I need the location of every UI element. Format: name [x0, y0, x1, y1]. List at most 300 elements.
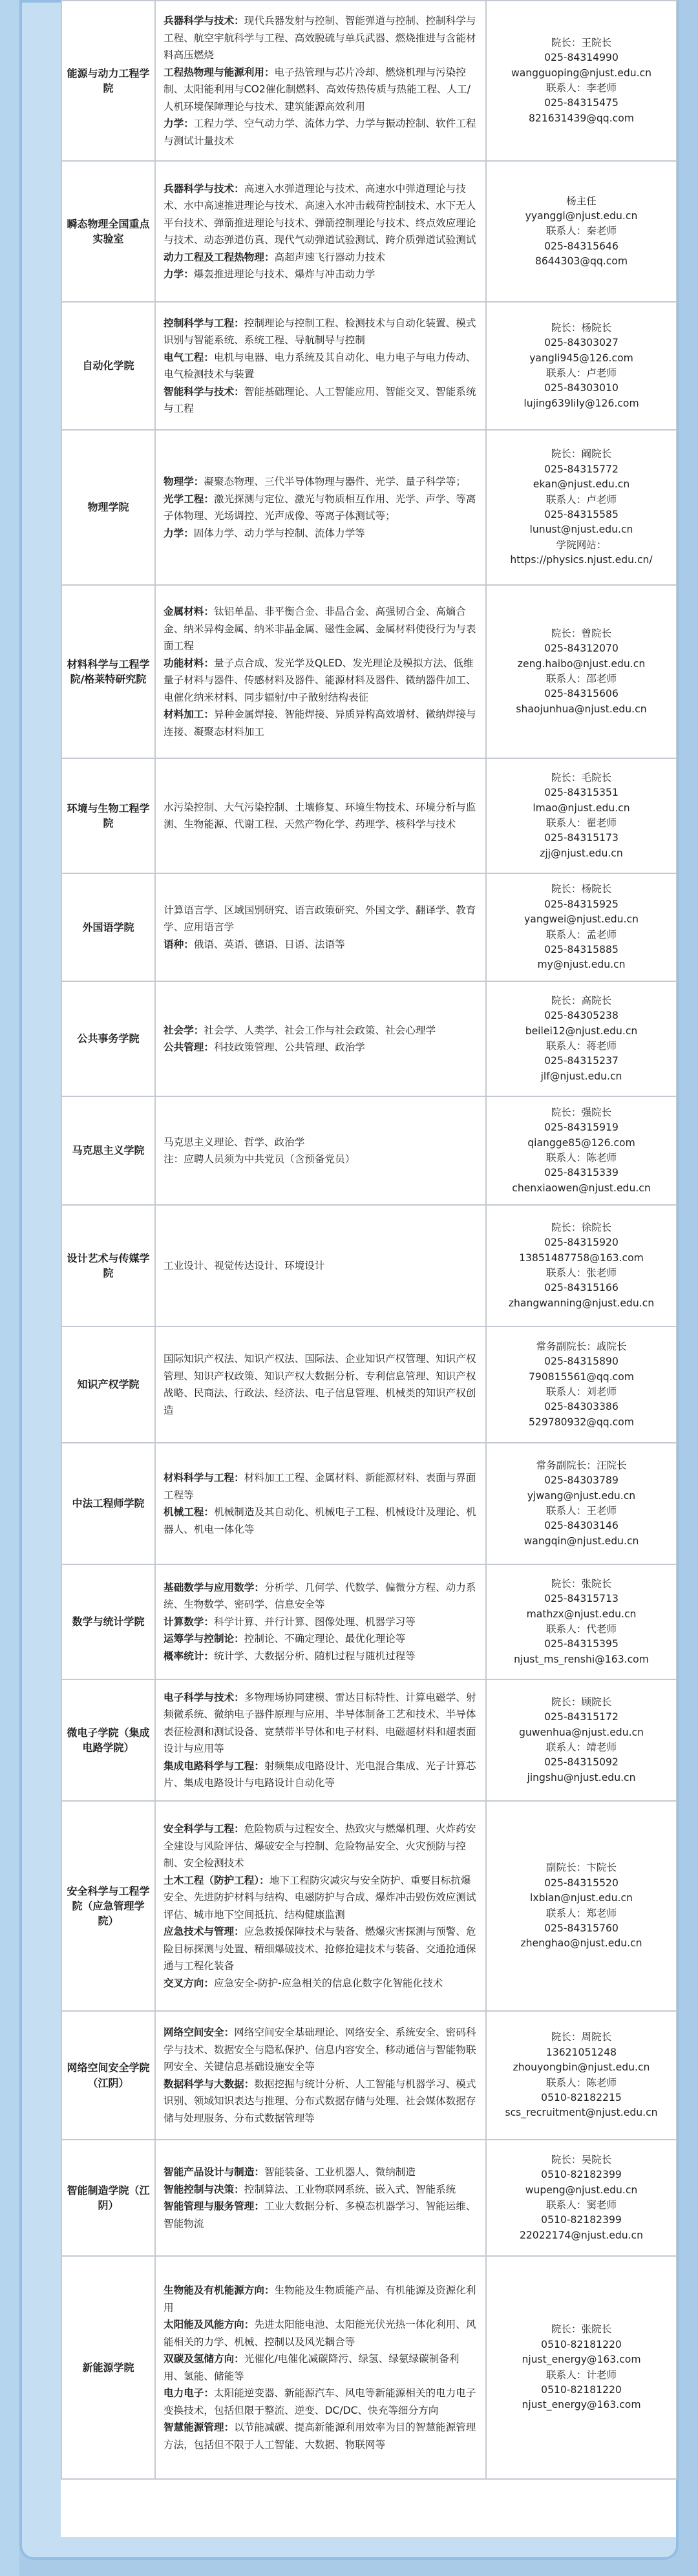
contact-info: [486, 585, 677, 758]
discipline-label: 双碳及氢储方向：: [164, 2353, 244, 2365]
discipline-label: 基础数学与应用数学：: [164, 1581, 264, 1593]
discipline-label: 智能管理与服务管理：: [164, 2200, 264, 2212]
discipline-label: 智能控制与决策：: [164, 2183, 244, 2195]
discipline-label: 电子科学与技术：: [164, 1691, 244, 1703]
research-paragraph: [164, 383, 479, 418]
left-page-margin: [0, 0, 19, 2576]
discipline-label: 太阳能及风能方向：: [164, 2319, 255, 2330]
contact-line: 联系人：陈老师: [545, 1152, 617, 1164]
contact-info: [486, 873, 677, 981]
research-text: 电子热管理与芯片冷却、燃烧机理与污染控制、太阳能利用与CO2催化制燃料、高效传热传质与热能工程、人工/人机环境保障理论与技术、建筑能源高效利用: [164, 66, 471, 112]
contact-line: 联系人：卢老师: [545, 367, 617, 379]
research-text: 量子点合成、发光学及QLED、发光理论及模拟方法、低维量子材料与器件、传感材料及器件、能源材料及器件、微纳器件加工、电催化纳米材料、同步辐射/中子散射结构表征: [164, 657, 476, 703]
research-areas: [155, 1, 486, 161]
contact-line: 院长：杨院长: [551, 883, 612, 895]
research-paragraph: [164, 936, 479, 953]
contact-line: 025-84315713: [544, 1593, 619, 1605]
contact-info: [486, 981, 677, 1096]
contact-link[interactable]: zjj@njust.edu.cn: [540, 847, 623, 859]
research-text: 射频集成电路设计、光电混合集成、光子计算芯片、集成电路设计与电路设计自动化等: [164, 1760, 476, 1789]
contact-line: 025-84315166: [544, 1282, 619, 1294]
table-row: [61, 302, 677, 430]
contact-line: 025-84314990: [544, 52, 619, 64]
research-paragraph: [164, 1039, 479, 1056]
contact-link[interactable]: scs_recruitment@njust.edu.cn: [505, 2107, 658, 2119]
table-row: [61, 430, 677, 585]
contact-link[interactable]: 790815561@qq.com: [529, 1370, 634, 1383]
research-areas: [155, 873, 486, 981]
discipline-label: 材料加工：: [164, 708, 214, 720]
contact-link[interactable]: zeng.haibo@njust.edu.cn: [517, 657, 646, 670]
research-text: 分析学、几何学、代数学、偏微分方程、动力系统、生物数学、密码学、信息安全等: [164, 1581, 476, 1611]
research-text: 高超声速飞行器动力技术: [274, 251, 386, 263]
contact-line: 联系人：计老师: [545, 2368, 617, 2381]
contact-line: 联系人：靖老师: [545, 1741, 617, 1753]
school-name: 数学与统计学院: [61, 1564, 155, 1679]
contact-line: 025-84315475: [544, 97, 619, 109]
research-text: 社会学、人类学、社会工作与社会政策、社会心理学: [204, 1024, 436, 1036]
contact-link[interactable]: wangguoping@njust.edu.cn: [511, 67, 652, 79]
research-paragraph: [164, 2198, 479, 2232]
contact-line: 025-84315606: [544, 688, 619, 700]
discipline-label: 智能科学与技术：: [164, 385, 244, 398]
contact-line: 联系人：李老师: [545, 82, 617, 94]
research-text: 多物理场协同建模、雷达目标特性、计算电磁学、射频微系统、微纳电子器件原理与应用、半导体制备工艺和技术、半导体表征检测和测试设备、宽禁带半导体和电子材料、电磁超材料和超表面设计与应用等: [164, 1691, 476, 1754]
contact-line: 025-84315772: [544, 463, 619, 475]
contact-link[interactable]: beilei12@njust.edu.cn: [525, 1025, 638, 1037]
contact-line: 院长：徐院长: [551, 1221, 612, 1233]
contact-line: 联系人：郑老师: [545, 1907, 617, 1919]
discipline-label: 光学工程：: [164, 493, 214, 505]
discipline-label: 安全科学与工程：: [164, 1823, 244, 1835]
table-row: [61, 1205, 677, 1326]
research-paragraph: [164, 525, 479, 542]
contact-line: 联系人：卢老师: [545, 493, 617, 506]
research-paragraph: [164, 473, 479, 491]
contact-line: 025-84315920: [544, 1237, 619, 1249]
table-row: [61, 1679, 677, 1801]
contact-line: 院长：周院长: [551, 2031, 612, 2043]
contact-line: 13621051248: [545, 2046, 617, 2058]
contact-line: 025-84315173: [544, 832, 619, 844]
school-name: 设计艺术与传媒学院: [61, 1205, 155, 1326]
research-areas: [155, 1205, 486, 1326]
school-name: 网络空间安全学院（江阴）: [61, 2011, 155, 2140]
research-paragraph: [164, 1151, 479, 1168]
table-row: [61, 1096, 677, 1205]
research-paragraph: [164, 1134, 479, 1151]
discipline-label: 智慧能源管理：: [164, 2422, 235, 2433]
research-paragraph: [164, 1579, 479, 1613]
recruitment-table: [61, 0, 677, 2480]
research-text: 激光探测与定位、激光与物质相互作用、光学、声学、等离子体物理、光场调控、光声成像、等离子体测试等；: [164, 493, 476, 522]
contact-link[interactable]: my@njust.edu.cn: [537, 959, 626, 971]
research-text: 高速入水弹道理论与技术、高速水中弹道理论与技术、水中高速推进理论与技术、高速入水冲击载荷控制技术、水下无人平台技术、弹箭推进理论与技术、弹箭控制理论与技术、终点效应理论与技术、动态弹道仿真、现代气动弹道试验测试、跨介质弹道试验测试: [164, 182, 476, 246]
school-name: 自动化学院: [61, 302, 155, 430]
research-paragraph: [164, 1630, 479, 1648]
school-name: 环境与生物工程学院: [61, 758, 155, 873]
contact-link[interactable]: ekan@njust.edu.cn: [533, 478, 630, 491]
school-name: 材料科学与工程学院/格莱特研究院: [61, 585, 155, 758]
contact-link[interactable]: chenxiaowen@njust.edu.cn: [512, 1182, 651, 1194]
table-row: [61, 1, 677, 161]
table-row: [61, 1801, 677, 2011]
research-areas: [155, 1096, 486, 1205]
research-text: 智能基础理论、人工智能应用、智能交叉、智能系统与工程: [164, 385, 476, 414]
research-paragraph: [164, 2419, 479, 2453]
contact-info: [486, 302, 677, 430]
contact-line: 025-84315520: [544, 1877, 619, 1889]
contact-line: 院长：张院长: [551, 1577, 612, 1590]
research-paragraph: [164, 1923, 479, 1975]
contact-link[interactable]: https://physics.njust.edu.cn/: [510, 554, 653, 566]
research-paragraph: [164, 1504, 479, 1538]
contact-line: 联系人：陈老师: [545, 2076, 617, 2089]
research-text: 钛铝单晶、非平衡合金、非晶合金、高强韧合金、高熵合金、纳米异构金属、纳米非晶金属、磁性金属、金属材料使役行为与表面工程: [164, 606, 476, 652]
contact-line: 杨主任: [566, 195, 597, 207]
discipline-label: 兵器科学与技术：: [164, 182, 244, 195]
research-text: 工业大数据分析、多模态机器学习、智能运维、智能物流: [164, 2200, 476, 2230]
discipline-label: 智能产品设计与制造：: [164, 2166, 264, 2178]
discipline-label: 运筹学与控制论：: [164, 1633, 244, 1645]
research-text: 以节能减碳、提高新能源利用效率为目的智慧能源管理方法，包括但不限于人工智能、大数据、物联网等: [164, 2422, 476, 2451]
contact-link[interactable]: wangqin@njust.edu.cn: [524, 1535, 639, 1547]
research-paragraph: [164, 349, 479, 383]
research-areas: [155, 2011, 486, 2140]
contact-link[interactable]: zhangwanning@njust.edu.cn: [508, 1297, 655, 1309]
research-paragraph: [164, 799, 479, 833]
contact-line: 0510-82182399: [541, 2214, 622, 2226]
contact-line: 院长：毛院长: [551, 771, 612, 783]
contact-link[interactable]: 821631439@qq.com: [529, 112, 634, 124]
discipline-label: 功能材料：: [164, 657, 214, 669]
research-paragraph: [164, 180, 479, 249]
contact-link[interactable]: yangli945@126.com: [529, 352, 633, 364]
research-text: 固体力学、动力学与控制、流体力学等: [193, 527, 365, 539]
research-text: 马克思主义理论、哲学、政治学: [164, 1136, 305, 1148]
school-name: 公共事务学院: [61, 981, 155, 1096]
contact-line: 院长：杨院长: [551, 321, 612, 334]
research-text: 爆轰推进理论与技术、爆炸与冲击动力学: [193, 268, 375, 280]
school-name: 智能制造学院（江阴）: [61, 2140, 155, 2256]
contact-link[interactable]: lunust@njust.edu.cn: [529, 524, 633, 536]
research-text: 水污染控制、大气污染控制、土壤修复、环境生物技术、环境分析与监测、生物能源、代谢工程、天然产物化学、药理学、核科学与技术: [164, 801, 476, 830]
research-text: 国际知识产权法、知识产权法、国际法、企业知识产权管理、知识产权管理、知识产权政策、知识产权大数据分析、专利信息管理、知识产权战略、民商法、行政法、经济法、电子信息管理、机械类的知识产权创造: [164, 1353, 476, 1416]
contact-link[interactable]: shaojunhua@njust.edu.cn: [516, 703, 647, 715]
research-areas: [155, 981, 486, 1096]
contact-line: 院长：顾院长: [551, 1696, 612, 1708]
school-name: 能源与动力工程学院: [61, 1, 155, 161]
contact-line: 025-84303027: [544, 337, 619, 349]
contact-line: 025-84315885: [544, 943, 619, 955]
contact-info: [486, 2256, 677, 2479]
contact-link[interactable]: njust_energy@163.com: [522, 2399, 641, 2411]
contact-line: 0510-82182215: [541, 2091, 622, 2103]
research-paragraph: [164, 2076, 479, 2127]
discipline-label: 力学：: [164, 118, 194, 129]
discipline-label: 数据科学与大数据：: [164, 2078, 255, 2090]
table-row: [61, 585, 677, 758]
discipline-label: 动力工程及工程热物理：: [164, 251, 275, 263]
discipline-label: 金属材料：: [164, 606, 214, 617]
contact-link[interactable]: njust_ms_renshi@163.com: [514, 1653, 649, 1665]
research-text: 计算语言学、区域国别研究、语言政策研究、外国文学、翻译学、教育学、应用语言学: [164, 904, 476, 933]
research-text: 科学计算、并行计算、图像处理、机器学习等: [213, 1615, 416, 1628]
contact-line: 025-84315395: [544, 1638, 619, 1650]
contact-line: 院长：张院长: [551, 2323, 612, 2336]
research-text: 光催化/电催化减碳降污、绿氢、绿氨绿碳制备利用、氢能、储能等: [164, 2353, 460, 2382]
research-areas: [155, 161, 486, 302]
discipline-label: 材料科学与工程：: [164, 1472, 244, 1484]
contact-line: 联系人：王老师: [545, 1505, 617, 1517]
contact-line: 025-84315919: [544, 1122, 619, 1134]
research-paragraph: [164, 1613, 479, 1631]
research-areas: [155, 1564, 486, 1679]
contact-line: 025-84315925: [544, 898, 619, 910]
contact-line: 院长：曾院长: [551, 627, 612, 639]
research-paragraph: [164, 64, 479, 116]
contact-link[interactable]: jlf@njust.edu.cn: [540, 1070, 622, 1082]
contact-link[interactable]: mathzx@njust.edu.cn: [526, 1608, 637, 1620]
contact-info: [486, 1443, 677, 1564]
research-text: 工业设计、视觉传达设计、环境设计: [164, 1259, 325, 1272]
school-name: 新能源学院: [61, 2256, 155, 2479]
contact-link[interactable]: qiangge85@126.com: [527, 1136, 635, 1149]
table-row: [61, 161, 677, 302]
contact-line: 院长：阚院长: [551, 448, 612, 460]
contact-line: 院长：王院长: [551, 36, 612, 48]
contact-link[interactable]: zhenghao@njust.edu.cn: [520, 1937, 642, 1950]
contact-link[interactable]: 8644303@qq.com: [534, 255, 628, 268]
contact-info: [486, 1801, 677, 2011]
research-text: 凝聚态物理、三代半导体物理与器件、光学、量子科学等；: [204, 476, 466, 487]
contact-info: [486, 1564, 677, 1679]
research-text: 科技政策管理、公共管理、政治学: [213, 1041, 365, 1053]
contact-line: 院长：吴院长: [551, 2153, 612, 2166]
discipline-label: 网络空间安全：: [164, 2027, 235, 2038]
research-areas: [155, 2140, 486, 2256]
contact-link[interactable]: yjwang@njust.edu.cn: [527, 1489, 636, 1502]
contact-line: 常务副院长：戚院长: [536, 1340, 627, 1352]
contact-line: 常务副院长：汪院长: [536, 1459, 627, 1471]
contact-info: [486, 1326, 677, 1443]
discipline-label: 社会学：: [164, 1024, 204, 1036]
research-text: 控制算法、工业物联网系统、嵌入式、智能系统: [244, 2183, 456, 2195]
contact-info: [486, 1205, 677, 1326]
research-text: 太阳能逆变器、新能源汽车、风电等新能源相关的电力电子变换技术，包括但限于整流、逆变、DC/DC、快充等细分方向: [164, 2387, 476, 2416]
contact-line: 联系人：秦老师: [545, 225, 617, 237]
contact-link[interactable]: jingshu@njust.edu.cn: [527, 1771, 636, 1783]
research-text: 应急安全-防护-应急相关的信息化数字化智能化技术: [213, 1977, 443, 1989]
contact-line: 联系人：代老师: [545, 1623, 617, 1635]
research-paragraph: [164, 902, 479, 936]
recruitment-table-panel: [61, 0, 676, 2537]
research-text: 统计学、大数据分析、随机过程与随机过程等: [213, 1650, 416, 1662]
contact-line: 联系人：翟老师: [545, 817, 617, 829]
research-paragraph: [164, 655, 479, 707]
school-name: 微电子学院（集成电路学院）: [61, 1679, 155, 1801]
school-name: 外国语学院: [61, 873, 155, 981]
contact-link[interactable]: guwenhua@njust.edu.cn: [518, 1726, 644, 1738]
contact-link[interactable]: 22022174@njust.edu.cn: [519, 2229, 644, 2241]
contact-link[interactable]: njust_energy@163.com: [522, 2354, 641, 2366]
research-paragraph: [164, 491, 479, 525]
discipline-label: 交叉方向：: [164, 1977, 214, 1989]
research-paragraph: [164, 2316, 479, 2350]
contact-line: 025-84303010: [544, 382, 619, 394]
school-name: 知识产权学院: [61, 1326, 155, 1443]
contact-link[interactable]: zhouyongbin@njust.edu.cn: [513, 2061, 650, 2074]
contact-line: 025-84315585: [544, 509, 619, 520]
contact-line: 联系人：蒋老师: [545, 1040, 617, 1052]
contact-line: 院长：高院长: [551, 994, 612, 1006]
discipline-label: 集成电路科学与工程：: [164, 1760, 264, 1772]
discipline-label: 力学：: [164, 268, 194, 280]
discipline-label: 应急技术与管理：: [164, 1926, 244, 1937]
discipline-label: 控制科学与工程：: [164, 317, 244, 329]
table-row: [61, 758, 677, 873]
contact-line: 025-84303386: [544, 1401, 619, 1413]
research-paragraph: [164, 315, 479, 349]
contact-line: 025-84315092: [544, 1756, 619, 1769]
contact-info: [486, 430, 677, 585]
contact-line: 025-84303789: [544, 1474, 619, 1487]
discipline-label: 公共管理：: [164, 1041, 214, 1053]
research-areas: [155, 430, 486, 585]
research-paragraph: [164, 706, 479, 740]
research-areas: [155, 758, 486, 873]
table-row: [61, 1564, 677, 1679]
contact-line: 0510-82181220: [541, 2338, 622, 2350]
contact-link[interactable]: yyanggl@njust.edu.cn: [525, 209, 638, 222]
school-name: 安全科学与工程学院（应急管理学院）: [61, 1801, 155, 2011]
research-paragraph: [164, 2024, 479, 2076]
discipline-label: 计算数学：: [164, 1615, 214, 1628]
contact-line: 院长：强院长: [551, 1106, 612, 1118]
research-paragraph: [164, 1758, 479, 1792]
research-text: 异种金属焊接、智能焊接、异质异构高效增材、微纳焊接与连接、凝聚态材料加工: [164, 708, 476, 738]
research-paragraph: [164, 12, 479, 64]
contact-line: 联系人：张老师: [545, 1267, 617, 1279]
discipline-label: 概率统计：: [164, 1650, 214, 1662]
research-areas: [155, 1326, 486, 1443]
contact-line: 025-84315351: [544, 787, 619, 799]
discipline-label: 生物能及有机能源方向：: [164, 2284, 275, 2296]
table-row: [61, 2140, 677, 2256]
contact-line: 025-84305238: [544, 1010, 619, 1022]
contact-link[interactable]: yangwei@njust.edu.cn: [524, 913, 639, 926]
research-paragraph: [164, 2385, 479, 2419]
contact-line: 副院长：卞院长: [545, 1862, 617, 1874]
research-text: 数据挖掘与统计分析、人工智能与机器学习、模式识别、领域知识表达与推理、分布式数据存储与处理、社会媒体数据存储与处理服务、分布式数据管理等: [164, 2078, 476, 2124]
contact-line: 联系人：刘老师: [545, 1386, 617, 1398]
table-row: [61, 1326, 677, 1443]
research-text: 现代兵器发射与控制、智能弹道与控制、控制科学与工程、航空宇航科学与工程、高效脱硫与单兵武器、燃烧推进与含能材料高压燃烧: [164, 15, 476, 61]
contact-info: [486, 1096, 677, 1205]
table-row: [61, 981, 677, 1096]
research-text: 网络空间安全基础理论、网络安全、系统安全、密码科学与技术、数据安全与隐私保护、信息内容安全、移动通信与智能物联网安全、关键信息基础设施安全等: [164, 2027, 476, 2072]
contact-line: 0510-82182399: [541, 2169, 622, 2181]
contact-link[interactable]: lxbian@njust.edu.cn: [530, 1892, 633, 1904]
research-paragraph: [164, 2350, 479, 2385]
research-areas: [155, 1801, 486, 2011]
research-text: 注：应聘人员须为中共党员（含预备党员）: [164, 1153, 355, 1165]
research-text: 地下工程防灾减灾与安全防护、重要目标抗爆安全、先进防护材料与结构、电磁防护与合成、爆炸冲击毁伤效应测试评估、城市地下空间抵抗、结构健康监测: [164, 1874, 476, 1921]
discipline-label: 电气工程：: [164, 351, 214, 363]
contact-line: 025-84315646: [544, 240, 619, 252]
contact-link[interactable]: lmao@njust.edu.cn: [533, 802, 630, 814]
contact-line: 联系人：邵老师: [545, 673, 617, 685]
table-row: [61, 1443, 677, 1564]
research-paragraph: [164, 1872, 479, 1924]
research-paragraph: [164, 249, 479, 266]
research-paragraph: [164, 1975, 479, 1992]
school-name: 瞬态物理全国重点实验室: [61, 161, 155, 302]
contact-line: 025-84315339: [544, 1167, 619, 1179]
research-text: 控制论、不确定理论、最优化理论等: [244, 1633, 406, 1645]
research-paragraph: [164, 266, 479, 283]
discipline-label: 机械工程：: [164, 1506, 214, 1518]
research-paragraph: [164, 1689, 479, 1758]
table-row: [61, 2011, 677, 2140]
discipline-label: 工程热物理与能源利用：: [164, 66, 275, 78]
discipline-label: 物理学：: [164, 476, 204, 487]
contact-line: 联系人：窦老师: [545, 2199, 617, 2211]
contact-line: 联系人：孟老师: [545, 928, 617, 941]
contact-line: 0510-82181220: [541, 2383, 622, 2396]
table-row: [61, 2256, 677, 2479]
research-paragraph: [164, 1469, 479, 1504]
contact-info: [486, 758, 677, 873]
research-paragraph: [164, 115, 479, 149]
discipline-label: 土木工程（防护工程）：: [164, 1874, 270, 1886]
discipline-label: 力学：: [164, 527, 194, 539]
contact-line: 025-84315237: [544, 1055, 619, 1067]
discipline-label: 语种：: [164, 938, 194, 950]
discipline-label: 兵器科学与技术：: [164, 15, 244, 27]
contact-link[interactable]: 13851487758@163.com: [519, 1251, 644, 1264]
contact-line: 025-84315172: [544, 1711, 619, 1723]
school-name: 中法工程师学院: [61, 1443, 155, 1564]
research-areas: [155, 1443, 486, 1564]
research-areas: [155, 2256, 486, 2479]
research-text: 俄语、英语、德语、日语、法语等: [193, 938, 345, 950]
research-text: 电机与电器、电力系统及其自动化、电力电子与电力传动、电气检测技术与装置: [164, 351, 476, 380]
contact-line: 025-84312070: [544, 643, 619, 655]
research-areas: [155, 585, 486, 758]
contact-info: [486, 2011, 677, 2140]
research-text: 智能装备、工业机器人、微纳制造: [264, 2166, 416, 2178]
table-row: [61, 873, 677, 981]
contact-info: [486, 161, 677, 302]
contact-info: [486, 1679, 677, 1801]
research-paragraph: [164, 1350, 479, 1419]
research-text: 应急救援保障技术与装备、燃爆灾害探测与预警、危险目标探测与处置、精细爆破技术、抢修抢建技术与装备、交通抢通保通与工程化装备: [164, 1926, 476, 1972]
research-paragraph: [164, 2282, 479, 2316]
research-paragraph: [164, 1648, 479, 1665]
contact-link[interactable]: wupeng@njust.edu.cn: [525, 2184, 638, 2196]
research-paragraph: [164, 1022, 479, 1039]
research-text: 控制理论与控制工程、检测技术与自动化装置、模式识别与智能系统、系统工程、导航制导与控制: [164, 317, 476, 346]
contact-link[interactable]: lujing639lily@126.com: [524, 397, 639, 409]
contact-link[interactable]: 529780932@qq.com: [529, 1416, 634, 1428]
contact-line: 学院网站：: [556, 538, 607, 551]
research-paragraph: [164, 603, 479, 655]
research-paragraph: [164, 1257, 479, 1275]
research-text: 机械制造及其自动化、机械电子工程、机械设计及理论、机器人、机电一体化等: [164, 1506, 476, 1535]
research-text: 危险物质与过程安全、热致灾与燃爆机理、火炸药安全建设与风险评估、爆破安全与控制、危险物品安全、火灾预防与控制、安全检测技术: [164, 1823, 476, 1869]
research-text: 材料加工工程、金属材料、新能源材料、表面与界面工程等: [164, 1472, 476, 1501]
